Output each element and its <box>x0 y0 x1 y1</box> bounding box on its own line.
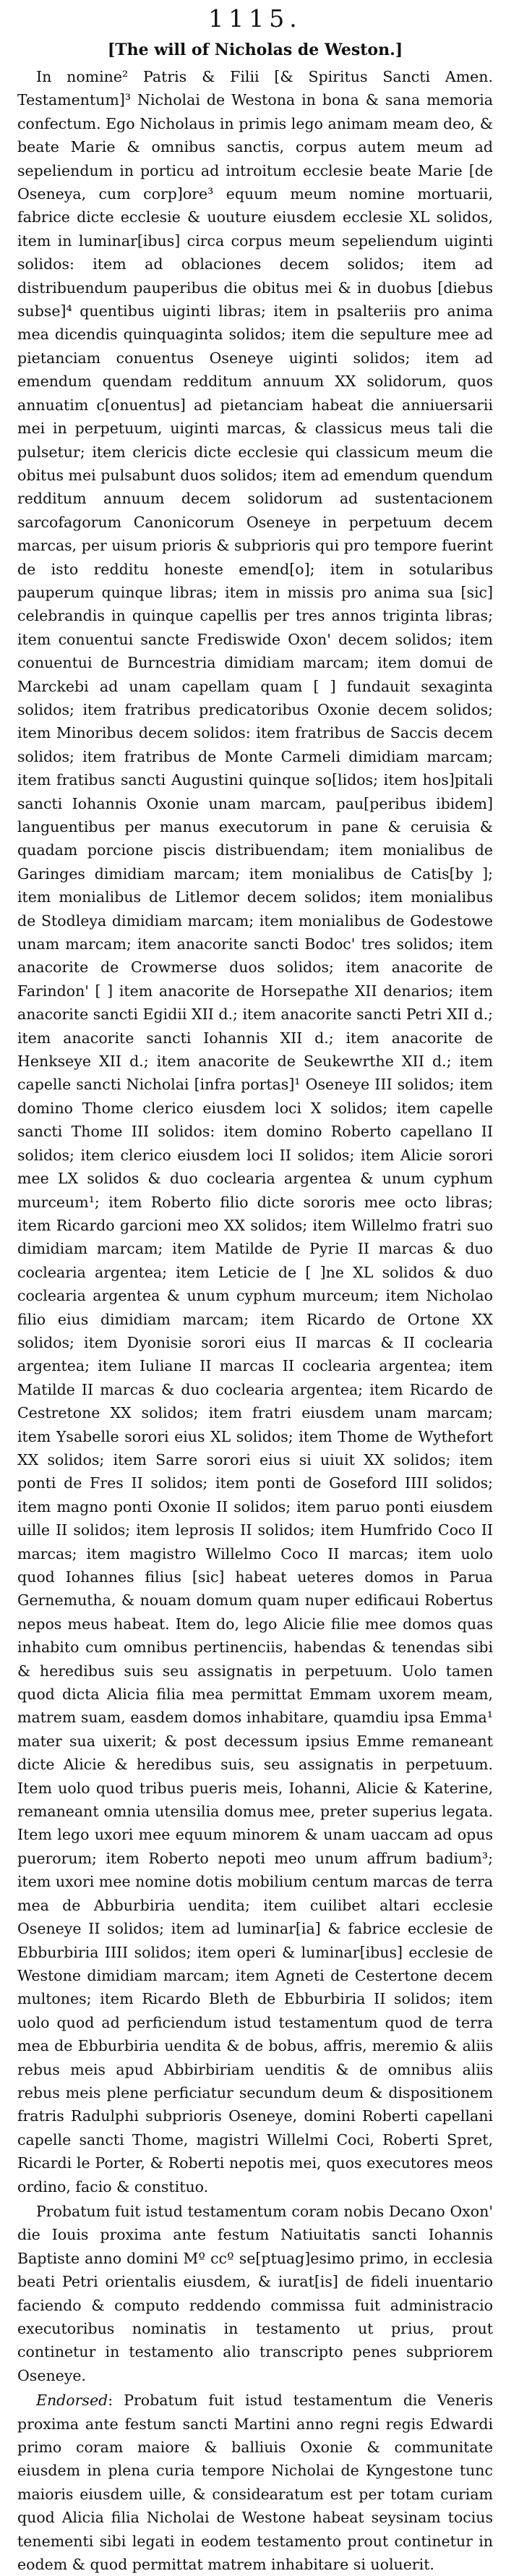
probate-paragraph: Probatum fuit istud testamentum coram nobis Decano Oxon' die Iouis proxima ante festum Natiuitatis sancti Iohannis Baptiste anno domini Mº ccº se[ptuag]esimo primo, in ecclesia beati Petri orientalis eiusdem, & iurat[is] de fideli inuentario faciendo & computo reddendo commissa fuit administracio executoribus nominatis in testamento ut prius, prout continetur in testamento alio transcripto penes subpriorem Oseneye. <box>17 2202 493 2384</box>
endorsement-paragraph <box>17 2389 493 2576</box>
endorsement-text: : Probatum fuit istud testamentum die Veneris proxima ante festum sancti Martini anno regni regis Edwardi primo coram maiore & balliuis Oxonie & communitate eiusdem in plena curia tempore Nicholai de Kyngestone tunc maioris eiusdem uille, & considearatum est per totam curiam quod Alicia filia Nicholai de Westone habeat seysinam tocius tenementi sibi legati in eodem testamento prout continetur in eodem & quod permittat matrem inhabitare si uoluerit. <box>17 2392 493 2574</box>
endorsed-label: Endorsed <box>36 2392 108 2410</box>
document-title: [The will of Nicholas de Weston.] <box>107 41 403 59</box>
page-number: 1115. <box>208 4 302 33</box>
will-text-paragraph: In nomine² Patris & Filii [& Spiritus Sancti Amen. Testamentum]³ Nicholai de Westona in bona & sana memoria confectum. Ego Nicholaus in primis lego animam meam deo, & beate Marie & omnibus sanctis, corpus autem meum ad sepeliendum in porticu ad introitum ecclesie beate Marie [de Oseneya, cum corp]ore³ equum meum nomine mortuarii, fabrice dicte ecclesie & uouture eiusdem ecclesie XL solidos, item in luminar[ibus] circa corpus meum sepeliendum uiginti solidos: item ad oblaciones decem solidos; item ad distribuendum pauperibus die obitus mei & in duobus [diebus subse]⁴ quentibus uiginti libras; item in psalteriis pro anima mea dicendis quinquaginta solidos; item die sepulture mee ad pietanciam conuentus Oseneye uiginti solidos; item ad emendum quendam redditum annuum XX solidorum, quos annuatim c[onuentus] ad pietanciam habeat die anniuersarii mei in perpetuum, uiginti marcas, & classicus meus tali die pulsetur; item clericis dicte ecclesie qui classicum meum die obitus mei pulsabunt duos solidos; item ad emendum quendum redditum annuum decem solidorum ad sustentacionem sarcofagorum Canonicorum Oseneye in perpetuum decem marcas, per uisum prioris & subprioris qui pro tempore fuerint de isto redditu honeste emend[o]; item in sotularibus pauperum quinque libras; item in missis pro anima sua [sic] celebrandis in quinque capellis per tres annos triginta libras; item conuentui sancte Frediswide Oxon' decem solidos; item conuentui de Burncestria dimidiam marcam; item domui de Marckebi ad unam capellam quam [ ] fundauit sexaginta solidos; item fratribus predicatoribus Oxonie decem solidos; item Minoribus decem solidos: item fratribus de Saccis decem solidos; item fratribus de Monte Carmeli dimidiam marcam; item fratibus sancti Augustini quinque so[lidos; item hos]pitali sancti Iohannis Oxonie unam marcam, pau[peribus ibidem] languentibus per manus executorum in pane & ceruisia & quadam porcione piscis distribuendam; item monialibus de Garinges dimidiam marcam; item monialibus de Catis[by ]; item monialibus de Litlemor decem solidos; item monialibus de Stodleya dimidiam marcam; item monialibus de Godestowe unam marcam; item anacorite sancti Bodoc' tres solidos; item anacorite de Crowmerse duos solidos; item anacorite de Farindon' [ ] item anacorite de Horsepathe XII denarios; item anacorite sancti Egidii XII d.; item anacorite sancti Petri XII d.; item anacorite sancti Iohannis XII d.; item anacorite de Henkseye XII d.; item anacorite de Seukewrthe XII d.; item capelle sancti Nicholai [infra portas]¹ Oseneye III solidos; item domino Thome clerico eiusdem loci X solidos; item capelle sancti Thome III solidos: item domino Roberto capellano II solidos; item clerico eiusdem loci II solidos; item Alicie sorori mee LX solidos & duo coclearia argentea & unum cyphum murceum¹; item Roberto filio dicte sororis mee octo libras; item Ricardo garcioni meo XX solidos; item Willelmo fratri suo dimidiam marcam; item Matilde de Pyrie II marcas & duo coclearia argentea; item Leticie de [ ]ne XL solidos & duo coclearia argentea & unum cyphum murceum; item Nicholao filio eius dimidiam marcam; item Ricardo de Ortone XX solidos; item Dyonisie sorori eius II marcas & II coclearia argentea; item Iuliane II marcas II coclearia argentea; item Matilde II marcas & duo coclearia argentea; item Ricardo de Cestretone XX solidos; item fratri eiusdem unam marcam; item Ysabelle sorori eius XL solidos; item Thome de Wythefort XX solidos; item Sarre sorori eius si uiuit XX solidos; item ponti de Fres II solidos; item ponti de Goseford IIII solidos; item magno ponti Oxonie II solidos; item paruo ponti eiusdem uille II solidos; item leprosis II solidos; item Humfrido Coco II marcas; item magistro Willelmo Coco II marcas; item uolo quod Iohannes filius [sic] habeat ueteres domos in Parua Gernemutha, & nouam domum quam nuper edificaui Robertus nepos meus habeat. Item do, lego Alicie filie mee domos quas inhabito cum omnibus pertinenciis, habendas & tenendas sibi & heredibus suis seu assignatis in perpetuum. Uolo tamen quod dicta Alicia filia mea permittat Emmam uxorem meam, matrem suam, easdem domos inhabitare, quamdiu ipsa Emma¹ mater sua uixerit; & post decessum ipsius Emme remaneant dicte Alicie & heredibus suis, seu assignatis in perpetuum. Item uolo quod tribus pueris meis, Iohanni, Alicie & Katerine, remaneant omnia utensilia domus mee, preter superius legata. Item lego uxori mee equum minorem & unam uaccam ad opus puerorum; item Roberto nepoti meo unum affrum badium³; item uxori mee nomine dotis mobilium centum marcas de terra mea de Abburbiria uendita; item cuilibet altari ecclesie Oseneye II solidos; item ad luminar[ia] & fabrice ecclesie de Ebburbiria IIII solidos; item operi & luminar[ibus] ecclesie de Westone dimidiam marcam; item Agneti de Cestertone decem multones; item Ricardo Bleth de Ebburbiria II solidos; item uolo quod ad perficiendum istud testamentum quod de terra mea de Ebburbiria uendita & de bobus, affris, meremio & aliis rebus meis apud Abbirbiriam uenditis & de omnibus aliis rebus meis plene perficiatur secundum deum & dispositionem fratris Radulphi subprioris Oseneye, domini Roberti capellani capelle sancti Thome, magistri Willelmi Coci, Roberti Spret, Ricardi le Porter, & Roberti nepotis mei, quos executores meos ordino, facio & constituo. <box>17 68 493 2195</box>
